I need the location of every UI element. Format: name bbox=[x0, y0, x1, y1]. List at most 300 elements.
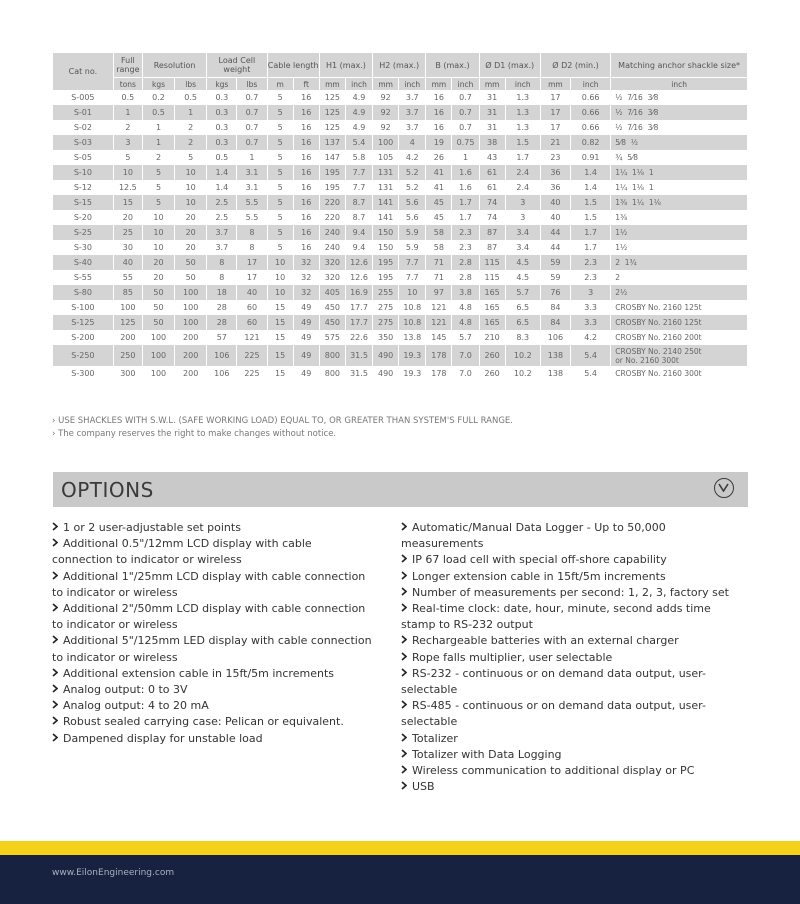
table-cell: 250 bbox=[113, 345, 142, 366]
list-item bbox=[401, 601, 746, 633]
table-cell: 15 bbox=[113, 195, 142, 210]
table-cell: 200 bbox=[183, 333, 199, 342]
table-cell: 121 bbox=[244, 333, 260, 342]
table-cell: 350 bbox=[377, 333, 394, 342]
option-text: Additional 2"/50mm LCD display with cable connection to indicator or wireless bbox=[52, 602, 366, 632]
options-header[interactable] bbox=[53, 472, 748, 507]
unit-mm: mm bbox=[479, 78, 505, 91]
table-cell: 137 bbox=[319, 135, 345, 150]
table-cell: 3.7 bbox=[405, 93, 419, 102]
table-cell: 0.7 bbox=[245, 123, 259, 132]
note-right-to-change: › The company reserves the right to make changes without notice. bbox=[52, 429, 337, 439]
table-cell: 195 bbox=[373, 255, 399, 270]
table-cell: 10.8 bbox=[403, 303, 422, 312]
table-cell: 145 bbox=[431, 333, 447, 342]
table-cell: 13.8 bbox=[403, 333, 422, 342]
table-cell: 26 bbox=[433, 153, 444, 162]
table-cell: 1 bbox=[462, 153, 469, 162]
table-cell: 19.3 bbox=[403, 369, 422, 378]
table-cell: 150 bbox=[377, 243, 394, 252]
table-cell: 141 bbox=[377, 213, 394, 222]
table-cell: 106 bbox=[547, 333, 564, 342]
table-cell: 150 bbox=[373, 225, 399, 240]
table-cell: 16 bbox=[301, 123, 312, 132]
table-cell: 5 bbox=[277, 243, 283, 252]
table-cell: 0.5 bbox=[215, 153, 229, 162]
table-cell: 58 bbox=[426, 225, 452, 240]
cat-no-cell: S-250 bbox=[53, 345, 113, 366]
table-cell: 147 bbox=[324, 153, 341, 162]
table-cell: 10 bbox=[185, 183, 196, 192]
table-cell: 7.0 bbox=[459, 369, 472, 378]
table-cell: 450 bbox=[319, 315, 345, 330]
shackle-cell: 1½ bbox=[611, 225, 748, 240]
table-cell: 20 bbox=[153, 273, 164, 282]
option-text: IP 67 load cell with special off-shore capability bbox=[412, 553, 667, 567]
table-cell: 87 bbox=[479, 225, 505, 240]
chevron-right-icon bbox=[401, 601, 407, 617]
table-cell: 60 bbox=[246, 303, 258, 312]
table-cell: 2.3 bbox=[452, 225, 479, 240]
table-cell: 50 bbox=[153, 303, 164, 312]
table-cell: 16 bbox=[293, 225, 319, 240]
notes bbox=[52, 415, 513, 441]
cat-no-cell: S-005 bbox=[71, 93, 95, 102]
table-cell: 17 bbox=[237, 255, 267, 270]
list-item bbox=[401, 698, 746, 730]
table-cell: 450 bbox=[324, 303, 341, 312]
table-cell: 57 bbox=[216, 333, 227, 342]
table-cell: 0.5 bbox=[184, 93, 198, 102]
option-text: Totalizer bbox=[412, 731, 458, 745]
table-cell: 49 bbox=[293, 345, 319, 366]
table-cell: 200 bbox=[120, 333, 136, 342]
table-cell: 12.5 bbox=[118, 183, 137, 192]
header-cable-length: Cable length bbox=[267, 53, 319, 78]
table-cell: 17 bbox=[550, 123, 561, 132]
table-cell: 20 bbox=[122, 213, 133, 222]
table-cell: 10.2 bbox=[513, 369, 532, 378]
chevron-right-icon bbox=[401, 552, 407, 568]
table-cell: 49 bbox=[293, 315, 319, 330]
option-text: Rope falls multiplier, user selectable bbox=[412, 650, 613, 664]
table-cell: 3.3 bbox=[571, 315, 611, 330]
table-cell: 105 bbox=[377, 153, 394, 162]
table-cell: 10 bbox=[175, 195, 207, 210]
list-item bbox=[401, 569, 746, 585]
table-cell: 31.5 bbox=[345, 345, 372, 366]
table-cell: 1.4 bbox=[207, 165, 237, 180]
table-cell: 3.1 bbox=[245, 183, 259, 192]
cat-no-cell: S-12 bbox=[73, 183, 92, 192]
list-item bbox=[401, 585, 746, 601]
table-cell: 50 bbox=[142, 285, 174, 300]
table-row bbox=[53, 285, 748, 300]
table-cell: 1.5 bbox=[584, 213, 597, 222]
table-cell: 9.4 bbox=[352, 243, 366, 252]
header-cat-no: Cat no. bbox=[53, 53, 113, 90]
chevron-right-icon bbox=[401, 569, 407, 585]
chevron-right-icon bbox=[52, 731, 58, 747]
table-cell: 10 bbox=[399, 285, 426, 300]
table-cell: 10.2 bbox=[505, 345, 540, 366]
table-cell: 0.7 bbox=[452, 105, 479, 120]
table-cell: 1 bbox=[155, 123, 162, 132]
shackle-cell: 1½ bbox=[615, 243, 628, 252]
table-cell: 220 bbox=[319, 195, 345, 210]
header-h2: H2 (max.) bbox=[373, 53, 426, 78]
table-cell: 5 bbox=[125, 153, 131, 162]
option-text: Number of measurements per second: 1, 2, 3, factory set bbox=[412, 585, 729, 599]
table-cell: 131 bbox=[377, 183, 394, 192]
table-cell: 15 bbox=[267, 315, 293, 330]
shackle-cell: ½ 7⁄16 3⁄8 bbox=[615, 93, 659, 102]
option-text: Longer extension cable in 15ft/5m increments bbox=[412, 569, 666, 583]
table-cell: 1.6 bbox=[452, 165, 479, 180]
table-cell: 5.2 bbox=[405, 183, 419, 192]
table-cell: 59 bbox=[550, 273, 561, 282]
table-cell: 141 bbox=[373, 195, 399, 210]
table-cell: 20 bbox=[185, 243, 196, 252]
chevron-right-icon bbox=[52, 536, 58, 552]
table-cell: 0.7 bbox=[237, 105, 267, 120]
shackle-cell: ¾ 5⁄8 bbox=[615, 153, 639, 162]
table-cell: 32 bbox=[293, 285, 319, 300]
unit-ft: ft bbox=[293, 78, 319, 91]
table-cell: 121 bbox=[431, 303, 447, 312]
table-row bbox=[53, 255, 748, 270]
table-cell: 32 bbox=[301, 273, 312, 282]
table-cell: 21 bbox=[540, 135, 570, 150]
table-cell: 125 bbox=[324, 123, 341, 132]
unit-inch: inch bbox=[345, 78, 372, 91]
table-cell: 100 bbox=[150, 369, 167, 378]
table-cell: 0.7 bbox=[245, 93, 259, 102]
shackle-cell: 2½ bbox=[611, 285, 748, 300]
table-cell: 125 bbox=[324, 93, 341, 102]
table-cell: 55 bbox=[122, 273, 133, 282]
option-text: Analog output: 0 to 3V bbox=[63, 683, 188, 697]
table-cell: 16 bbox=[433, 123, 444, 132]
table-cell: 45 bbox=[433, 213, 444, 222]
cat-no-cell: S-20 bbox=[73, 213, 92, 222]
table-cell: 3 bbox=[113, 135, 142, 150]
table-cell: 76 bbox=[540, 285, 570, 300]
footer bbox=[0, 855, 800, 904]
list-item bbox=[52, 731, 372, 747]
table-cell: 8.7 bbox=[352, 213, 366, 222]
table-cell: 5.4 bbox=[345, 135, 372, 150]
option-text: 1 or 2 user-adjustable set points bbox=[63, 521, 241, 534]
list-item bbox=[52, 536, 372, 568]
table-cell: 1.3 bbox=[516, 93, 530, 102]
table-cell: 30 bbox=[122, 243, 133, 252]
table-cell: 5 bbox=[277, 93, 283, 102]
chevron-right-icon bbox=[401, 666, 407, 682]
table-row bbox=[53, 105, 748, 120]
table-cell: 92 bbox=[380, 93, 391, 102]
table-cell: 4.2 bbox=[584, 333, 597, 342]
table-cell: 2.4 bbox=[516, 183, 530, 192]
table-cell: 2 bbox=[188, 123, 194, 132]
table-cell: 8 bbox=[237, 225, 267, 240]
chevron-right-icon bbox=[401, 585, 407, 601]
option-text: Additional 5"/125mm LED display with cable connection to indicator or wireless bbox=[52, 634, 372, 664]
table-cell: 1 bbox=[113, 105, 142, 120]
table-cell: 16 bbox=[433, 93, 444, 102]
table-cell: 165 bbox=[484, 303, 500, 312]
table-cell: 5.5 bbox=[237, 195, 267, 210]
shackle-cell: CROSBY No. 2140 250t or No. 2160 300t bbox=[611, 345, 748, 366]
chevron-right-icon bbox=[401, 633, 407, 649]
table-cell: 85 bbox=[113, 285, 142, 300]
option-text: USB bbox=[412, 780, 435, 794]
table-cell: 10 bbox=[275, 273, 286, 282]
chevron-right-icon bbox=[52, 682, 58, 698]
cat-no-cell: S-01 bbox=[53, 105, 113, 120]
table-cell: 195 bbox=[319, 165, 345, 180]
table-cell: 195 bbox=[377, 273, 394, 282]
table-cell: 4.9 bbox=[345, 105, 372, 120]
shackle-cell: CROSBY No. 2160 125t bbox=[615, 303, 702, 312]
chevron-right-icon bbox=[52, 714, 58, 730]
table-cell: 5 bbox=[188, 153, 194, 162]
table-cell: 1.4 bbox=[215, 183, 229, 192]
list-item bbox=[52, 666, 372, 682]
cat-no-cell: S-10 bbox=[53, 165, 113, 180]
table-cell: 2.8 bbox=[452, 255, 479, 270]
header-d1: Ø D1 (max.) bbox=[479, 53, 540, 78]
table-row bbox=[53, 180, 748, 195]
table-cell: 19.3 bbox=[399, 345, 426, 366]
table-cell: 10 bbox=[175, 165, 207, 180]
table-cell: 8.3 bbox=[516, 333, 530, 342]
table-cell: 5 bbox=[267, 225, 293, 240]
shackle-cell: 1¼ 1⅛ 1 bbox=[611, 165, 748, 180]
table-cell: 0.66 bbox=[581, 93, 600, 102]
table-cell: 17.7 bbox=[345, 315, 372, 330]
table-cell: 131 bbox=[373, 165, 399, 180]
list-item bbox=[52, 520, 372, 536]
table-cell: 3.3 bbox=[584, 303, 597, 312]
table-cell: 5 bbox=[267, 165, 293, 180]
unit-inch: inch bbox=[611, 78, 748, 91]
table-cell: 1 bbox=[249, 153, 255, 162]
table-cell: 260 bbox=[484, 369, 500, 378]
table-cell: 20 bbox=[175, 225, 207, 240]
table-cell: 5.9 bbox=[399, 225, 426, 240]
chevron-right-icon bbox=[52, 601, 58, 617]
table-cell: 5.9 bbox=[405, 243, 419, 252]
table-cell: 31 bbox=[479, 105, 505, 120]
table-cell: 31 bbox=[487, 123, 498, 132]
list-item bbox=[401, 666, 746, 698]
table-cell: 100 bbox=[175, 285, 207, 300]
table-cell: 195 bbox=[324, 183, 341, 192]
table-cell: 7.7 bbox=[345, 165, 372, 180]
table-cell: 5 bbox=[277, 153, 283, 162]
note-shackle-swl: › USE SHACKLES WITH S.W.L. (SAFE WORKING LOAD) EQUAL TO, OR GREATER THAN SYSTEM'S FULL RANGE. bbox=[52, 416, 514, 426]
list-item bbox=[52, 698, 372, 714]
unit-tons: tons bbox=[113, 78, 142, 91]
table-cell: 3.7 bbox=[207, 225, 237, 240]
table-cell: 1.7 bbox=[584, 243, 597, 252]
table-cell: 5 bbox=[267, 195, 293, 210]
chevron-down-circle-icon[interactable] bbox=[714, 478, 734, 498]
table-cell: 1.5 bbox=[571, 195, 611, 210]
table-cell: 800 bbox=[319, 345, 345, 366]
table-cell: 1 bbox=[142, 135, 174, 150]
table-cell: 5 bbox=[277, 213, 283, 222]
shackle-cell: 5⁄8 ½ bbox=[611, 135, 748, 150]
table-cell: 0.75 bbox=[452, 135, 479, 150]
table-cell: 5.7 bbox=[505, 285, 540, 300]
table-cell: 61 bbox=[479, 165, 505, 180]
table-cell: 1.3 bbox=[505, 105, 540, 120]
cat-no-cell: S-02 bbox=[73, 123, 92, 132]
table-cell: 6.5 bbox=[516, 303, 530, 312]
list-item bbox=[401, 731, 746, 747]
table-cell: 5.7 bbox=[459, 333, 472, 342]
table-cell: 8 bbox=[249, 243, 255, 252]
table-cell: 100 bbox=[183, 303, 199, 312]
list-item bbox=[52, 569, 372, 601]
unit-lbs: lbs bbox=[175, 78, 207, 91]
list-item bbox=[52, 714, 372, 730]
table-cell: 10 bbox=[267, 255, 293, 270]
table-cell: 115 bbox=[479, 255, 505, 270]
table-cell: 1.7 bbox=[459, 213, 472, 222]
table-cell: 320 bbox=[324, 273, 341, 282]
chevron-right-icon bbox=[52, 698, 58, 714]
table-cell: 5 bbox=[142, 165, 174, 180]
table-cell: 22.6 bbox=[350, 333, 368, 342]
table-cell: 28 bbox=[216, 303, 227, 312]
cat-no-cell: S-40 bbox=[53, 255, 113, 270]
unit-mm: mm bbox=[373, 78, 399, 91]
table-cell: 210 bbox=[484, 333, 500, 342]
table-cell: 16 bbox=[426, 105, 452, 120]
table-cell: 49 bbox=[301, 369, 312, 378]
cat-no-cell: S-15 bbox=[53, 195, 113, 210]
option-text: RS-232 - continuous or on demand data output, user-selectable bbox=[401, 666, 706, 697]
table-cell: 0.3 bbox=[215, 123, 229, 132]
table-cell: 40 bbox=[113, 255, 142, 270]
header-resolution: Resolution bbox=[142, 53, 206, 78]
table-cell: 100 bbox=[142, 345, 174, 366]
table-cell: 1.7 bbox=[452, 195, 479, 210]
table-cell: 4.8 bbox=[459, 303, 472, 312]
table-cell: 38 bbox=[479, 135, 505, 150]
table-cell: 5 bbox=[267, 135, 293, 150]
table-cell: 200 bbox=[183, 369, 199, 378]
table-cell: 3.1 bbox=[237, 165, 267, 180]
table-cell: 5 bbox=[277, 183, 283, 192]
table-cell: 20 bbox=[142, 255, 174, 270]
table-cell: 15 bbox=[267, 345, 293, 366]
option-text: Real-time clock: date, hour, minute, second adds time stamp to RS-232 output bbox=[401, 602, 711, 632]
table-cell: 44 bbox=[540, 225, 570, 240]
table-cell: 74 bbox=[479, 195, 505, 210]
table-row bbox=[53, 315, 748, 330]
table-cell: 41 bbox=[426, 165, 452, 180]
table-cell: 12.6 bbox=[350, 273, 368, 282]
unit-inch: inch bbox=[399, 78, 426, 91]
table-cell: 260 bbox=[479, 345, 505, 366]
table-cell: 16 bbox=[293, 195, 319, 210]
table-cell: 275 bbox=[377, 303, 394, 312]
table-cell: 12.6 bbox=[345, 255, 372, 270]
table-cell: 5 bbox=[142, 195, 174, 210]
header-full-range: Full range bbox=[113, 53, 142, 78]
table-cell: 138 bbox=[547, 369, 564, 378]
table-cell: 0.82 bbox=[571, 135, 611, 150]
unit-mm: mm bbox=[426, 78, 452, 91]
table-cell: 178 bbox=[426, 345, 452, 366]
table-cell: 31 bbox=[487, 93, 498, 102]
chevron-right-icon bbox=[52, 520, 58, 536]
table-cell: 84 bbox=[550, 303, 561, 312]
table-cell: 165 bbox=[479, 285, 505, 300]
table-cell: 50 bbox=[185, 273, 196, 282]
table-cell: 50 bbox=[142, 315, 174, 330]
shackle-cell: CROSBY No. 2160 125t bbox=[611, 315, 748, 330]
table-cell: 5.6 bbox=[399, 195, 426, 210]
table-cell: 40 bbox=[237, 285, 267, 300]
option-text: Additional 1"/25mm LCD display with cable connection to indicator or wireless bbox=[52, 569, 366, 599]
table-row bbox=[53, 120, 748, 135]
options-title: OPTIONS bbox=[61, 478, 154, 502]
table-cell: 255 bbox=[373, 285, 399, 300]
table-cell: 3.7 bbox=[399, 105, 426, 120]
table-cell: 800 bbox=[324, 369, 341, 378]
table-cell: 16 bbox=[301, 183, 312, 192]
table-row bbox=[53, 345, 748, 366]
table-cell: 2.3 bbox=[584, 273, 597, 282]
table-cell: 92 bbox=[380, 123, 391, 132]
table-cell: 5 bbox=[277, 123, 283, 132]
table-cell: 5.5 bbox=[245, 213, 259, 222]
unit-kgs: kgs bbox=[142, 78, 174, 91]
table-cell: 575 bbox=[324, 333, 341, 342]
footer-url[interactable]: www.EilonEngineering.com bbox=[52, 868, 175, 878]
table-cell: 7.0 bbox=[452, 345, 479, 366]
table-cell: 50 bbox=[175, 255, 207, 270]
table-cell: 17 bbox=[550, 93, 561, 102]
table-cell: 0.2 bbox=[152, 93, 165, 102]
table-cell: 320 bbox=[319, 255, 345, 270]
table-cell: 225 bbox=[244, 369, 260, 378]
table-cell: 17 bbox=[540, 105, 570, 120]
header-load-cell-weight: Load Cell weight bbox=[207, 53, 267, 78]
table-cell: 10 bbox=[153, 243, 164, 252]
list-item bbox=[52, 601, 372, 633]
list-item bbox=[401, 650, 746, 666]
table-cell: 4.5 bbox=[505, 255, 540, 270]
table-cell: 3.4 bbox=[505, 225, 540, 240]
table-cell: 2.3 bbox=[571, 255, 611, 270]
table-cell: 0.66 bbox=[581, 123, 600, 132]
table-cell: 44 bbox=[550, 243, 561, 252]
table-cell: 100 bbox=[373, 135, 399, 150]
table-row bbox=[53, 90, 748, 105]
table-cell: 9.4 bbox=[345, 225, 372, 240]
unit-inch: inch bbox=[452, 78, 479, 91]
table-cell: 17.7 bbox=[350, 303, 368, 312]
table-cell: 1.4 bbox=[584, 183, 597, 192]
table-cell: 25 bbox=[113, 225, 142, 240]
option-text: Robust sealed carrying case: Pelican or equivalent. bbox=[63, 715, 344, 729]
